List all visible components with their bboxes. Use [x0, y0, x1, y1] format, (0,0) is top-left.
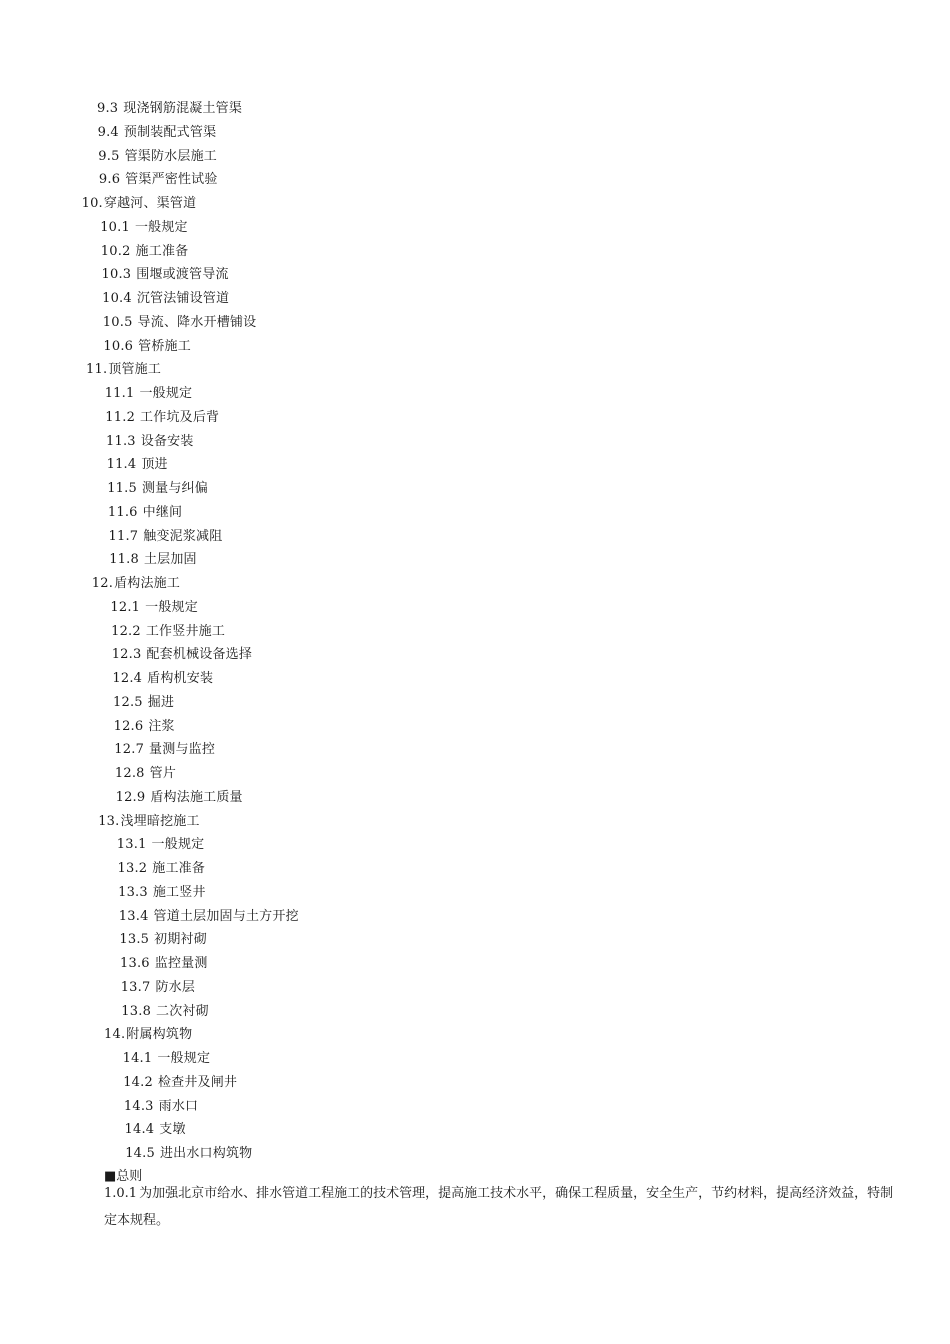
toc-entry — [118, 861, 206, 877]
toc-number: 12.9 — [115, 789, 146, 805]
toc-title: 盾构机安装 — [147, 671, 214, 686]
toc-number: 12.1 — [110, 599, 141, 615]
toc-title: 触变泥浆减阻 — [143, 528, 223, 544]
toc-entry — [112, 647, 252, 663]
toc-chapter — [98, 814, 199, 830]
toc-title: 一般规定 — [139, 386, 193, 401]
toc-entry — [108, 505, 182, 521]
toc-number: 11.7 — [108, 528, 139, 544]
toc-entry — [115, 766, 176, 782]
toc-entry — [109, 552, 197, 568]
toc-number: 9.3 — [97, 101, 119, 116]
toc-title: 工作坑及后背 — [140, 409, 220, 425]
toc-title: 进出水口构筑物 — [159, 1146, 253, 1161]
clause-number: 1.0.1 — [104, 1186, 138, 1201]
toc-title: 导流、降水开槽铺设 — [137, 314, 257, 330]
toc-entry — [113, 695, 174, 711]
section-heading-text: ■总则 — [104, 1169, 143, 1184]
toc-number: 11.2 — [105, 409, 136, 425]
toc-title: 土层加固 — [143, 552, 197, 568]
toc-entry — [103, 339, 191, 355]
toc-entry — [121, 1004, 209, 1020]
toc-entry — [116, 790, 243, 806]
toc-title: 检查井及闸井 — [157, 1074, 238, 1090]
toc-entry — [114, 719, 175, 735]
toc-chapter — [104, 1027, 192, 1043]
toc-title: 预制装配式管渠 — [123, 124, 217, 140]
toc-number: 10.2 — [100, 243, 131, 259]
toc-entry — [111, 624, 225, 640]
toc-number: 10. — [81, 196, 103, 211]
toc-title: 浅埋暗挖施工 — [120, 813, 200, 829]
toc-title: 量测与监控 — [149, 742, 216, 758]
toc-entry — [125, 1122, 186, 1138]
toc-title: 初期衬砌 — [154, 932, 207, 948]
toc-number: 12.4 — [112, 671, 143, 686]
toc-chapter — [82, 196, 197, 212]
toc-title: 配套机械设备选择 — [146, 647, 253, 663]
toc-number: 14.1 — [122, 1051, 153, 1066]
toc-number: 13.8 — [121, 1003, 152, 1019]
toc-number: 11.1 — [104, 386, 135, 401]
toc-entry — [112, 671, 213, 687]
toc-title: 穿越河、渠管道 — [103, 196, 197, 211]
toc-entry — [110, 600, 198, 616]
toc-number: 12.8 — [114, 766, 145, 781]
toc-number: 13.1 — [116, 837, 147, 853]
toc-number: 12.6 — [113, 718, 144, 734]
clause-text: 为加强北京市给水、排水管道工程施工的技术管理，提高施工技术水平，确保工程质量，安全生产，节约材料，提高经济效益，特制定本规程。 — [104, 1186, 894, 1228]
toc-number: 14.2 — [123, 1074, 153, 1090]
toc-title: 二次衬砌 — [156, 1003, 209, 1019]
toc-number: 9.4 — [97, 124, 119, 140]
toc-entry — [120, 956, 208, 972]
toc-entry — [119, 909, 299, 925]
toc-number: 14.5 — [125, 1146, 155, 1161]
toc-title: 中继间 — [142, 504, 183, 520]
toc-title: 防水层 — [155, 979, 196, 995]
toc-entry — [102, 267, 229, 283]
toc-entry — [106, 434, 194, 450]
toc-number: 13.6 — [120, 956, 150, 971]
toc-number: 10.4 — [102, 291, 132, 306]
toc-number: 12. — [91, 576, 114, 591]
toc-entry — [103, 315, 257, 331]
toc-entry — [99, 172, 218, 188]
toc-title: 支墩 — [159, 1122, 186, 1138]
toc-title: 顶管施工 — [108, 362, 162, 378]
toc-title: 施工准备 — [152, 861, 206, 876]
toc-number: 11. — [86, 362, 108, 378]
toc-entry — [100, 220, 188, 236]
toc-number: 10.1 — [100, 219, 130, 235]
toc-title: 施工竖井 — [152, 884, 206, 900]
toc-title: 一般规定 — [145, 599, 198, 615]
toc-entry — [105, 410, 219, 426]
toc-title: 雨水口 — [158, 1098, 199, 1114]
toc-number: 14. — [104, 1027, 126, 1043]
toc-title: 现浇钢筋混凝土管渠 — [123, 101, 243, 116]
toc-title: 一般规定 — [134, 219, 188, 235]
toc-title: 管片 — [149, 766, 177, 781]
toc-title: 管渠严密性试验 — [125, 172, 218, 188]
toc-number: 11.4 — [106, 457, 137, 473]
toc-title: 管桥施工 — [138, 338, 191, 354]
toc-title: 工作竖井施工 — [145, 623, 226, 639]
toc-number: 12.5 — [113, 694, 143, 710]
toc-title: 一般规定 — [157, 1051, 211, 1066]
toc-title: 注浆 — [148, 718, 175, 734]
toc-entry — [117, 837, 205, 853]
toc-entry — [107, 481, 208, 497]
toc-number: 10.5 — [102, 314, 133, 330]
toc-number: 14.3 — [123, 1098, 154, 1114]
toc-entry — [102, 291, 229, 307]
toc-entry — [123, 1075, 237, 1091]
toc-title: 施工准备 — [135, 243, 189, 259]
toc-entry — [121, 980, 195, 996]
toc-title: 一般规定 — [151, 837, 205, 853]
toc-number: 12.7 — [114, 742, 145, 758]
toc-entry — [123, 1051, 211, 1067]
toc-number: 13.4 — [118, 908, 149, 924]
toc-number: 14.4 — [124, 1122, 155, 1138]
toc-entry — [124, 1099, 198, 1115]
toc-title: 顶进 — [141, 457, 168, 473]
toc-number: 11.3 — [106, 433, 136, 449]
toc-entry — [101, 244, 189, 260]
toc-title: 围堰或渡管导流 — [136, 267, 229, 283]
toc-number: 13.5 — [119, 932, 150, 948]
toc-title: 设备安装 — [140, 433, 194, 449]
toc-title: 盾构法施工质量 — [150, 789, 243, 805]
toc-number: 11.8 — [109, 552, 139, 568]
toc-entry — [118, 885, 206, 901]
toc-entry — [97, 101, 242, 117]
toc-title: 管道土层加固与土方开挖 — [153, 908, 299, 924]
toc-number: 11.6 — [107, 504, 138, 520]
clause-paragraph — [104, 1180, 904, 1234]
toc-entry — [114, 742, 215, 758]
toc-title: 掘进 — [147, 694, 175, 710]
toc-entry — [98, 149, 217, 165]
toc-number: 10.3 — [101, 267, 132, 283]
toc-number: 13.7 — [120, 979, 151, 995]
toc-number: 9.6 — [98, 172, 121, 188]
toc-title: 管渠防水层施工 — [124, 148, 217, 164]
toc-number: 12.3 — [111, 647, 142, 663]
toc-entry — [105, 386, 193, 402]
toc-entry — [107, 457, 168, 473]
toc-entry — [98, 125, 217, 141]
toc-number: 9.5 — [98, 148, 120, 164]
toc-chapter — [86, 362, 161, 378]
toc-number: 13. — [98, 813, 120, 829]
toc-entry — [119, 932, 207, 948]
toc-title: 盾构法施工 — [114, 576, 181, 591]
toc-number: 12.2 — [111, 623, 141, 639]
toc-chapter — [92, 576, 180, 592]
toc-number: 13.3 — [118, 884, 148, 900]
toc-title: 监控量测 — [154, 956, 208, 971]
toc-number: 13.2 — [117, 861, 148, 876]
toc-number: 11.5 — [107, 481, 137, 496]
toc-entry — [109, 529, 223, 545]
toc-title: 沉管法铺设管道 — [136, 291, 230, 306]
toc-title: 测量与纠偏 — [141, 481, 208, 496]
toc-number: 10.6 — [103, 338, 134, 354]
toc-entry — [125, 1146, 252, 1162]
toc-title: 附属构筑物 — [126, 1027, 193, 1043]
